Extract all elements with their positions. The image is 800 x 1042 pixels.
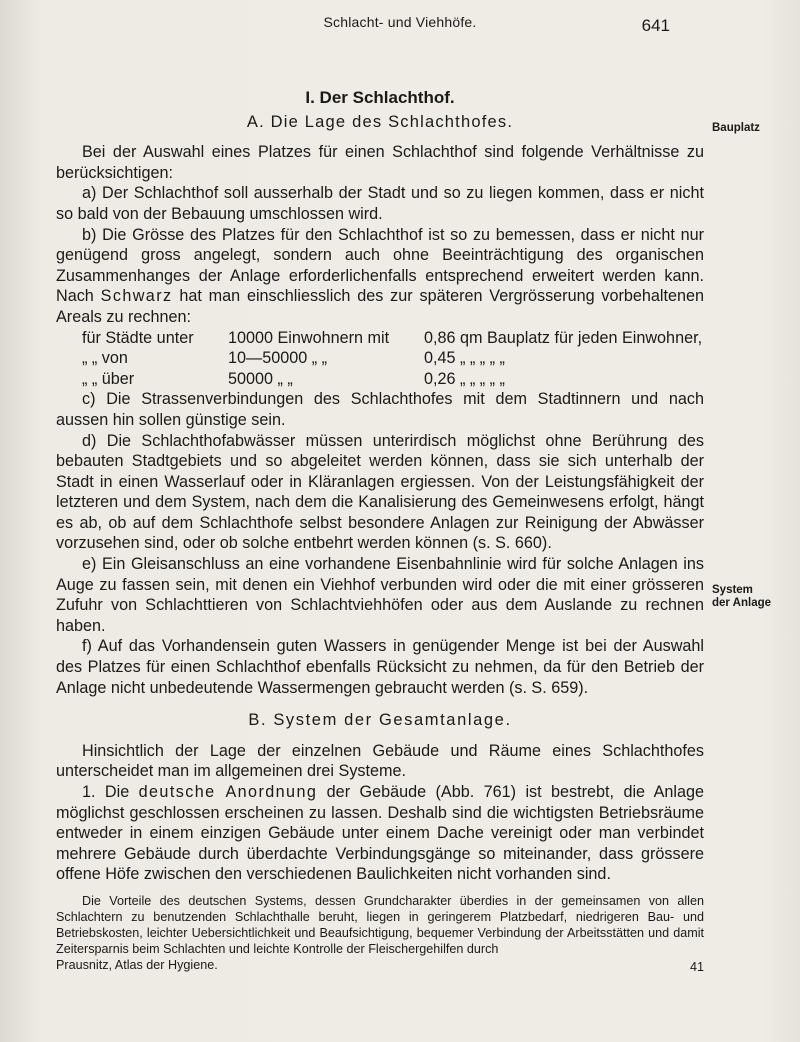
table-row [82, 328, 704, 349]
table-cell: „ „ von [82, 349, 128, 368]
table-cell: 10000 Einwohnern mit [228, 328, 390, 347]
area-table [82, 328, 704, 390]
table-cell: 10—50000 „ „ [228, 349, 327, 368]
table-cell: 0,45 „ „ „ „ „ [424, 349, 505, 368]
table-row [82, 369, 704, 390]
item-1-lead: 1. Die [82, 783, 139, 801]
subsection-b-title: B. System der Gesamtanlage. [248, 711, 512, 730]
table-cell: „ „ über [82, 369, 135, 388]
paragraph-item-1 [56, 782, 704, 885]
table-row [82, 348, 704, 369]
page-footer [56, 957, 704, 973]
margin-note-system [712, 584, 771, 609]
table-cell: 0,86 qm Bauplatz für jeden Einwohner, [424, 328, 703, 347]
paragraph-item-c: c) Die Strassenverbindungen des Schlachthofes mit dem Stadtinnern und nach aussen hin sollen günstige sein. [56, 390, 704, 429]
item-1-term: deutsche Anordnung [138, 783, 318, 801]
paragraph-item-f: f) Auf das Vorhandensein guten Wassers in genügender Menge ist bei der Auswahl des Platzes für einen Schlachthof ebenfalls Rücksicht zu nehmen, da für den Betrieb der Anlage nicht unbedeutende Wassermengen gebraucht werden (s. S. 659). [56, 637, 704, 697]
item-b-text-2: hat man einschliesslich des zur späteren Vergrösserung vorbehaltenen Areals zu rechnen: [56, 287, 704, 326]
section-title: I. Der Schlachthof. [305, 88, 455, 107]
margin-note-bauplatz: Bauplatz [712, 122, 760, 134]
page-number: 641 [641, 16, 670, 35]
body-text [56, 62, 704, 973]
paragraph-systems-intro: Hinsichtlich der Lage der einzelnen Gebäude und Räume eines Schlachthofes unterscheidet man im allgemeinen drei Systeme. [56, 741, 704, 781]
paragraph-item-b [56, 225, 704, 328]
paragraph-item-d: d) Die Schlachthofabwässer müssen unterirdisch möglichst ohne Berührung des bebauten Stadtgebiets und so abgeleitet werden können, dass sie sich unterhalb der Stadt in einen Wasserlauf oder in Kläranlagen ergiessen. Von der Leistungsfähigkeit der letzteren und dem System, nach dem die Kanalisierung des Gemeinwesens erfolgt, hängt es ab, ob auf dem Schlachthofe selbst besondere Anlagen zur Reinigung der Abwässer vorzusehen sind, oder ob solche entbehrt werden können (s. S. 660). [56, 431, 704, 553]
paragraph-intro: Bei der Auswahl eines Platzes für einen Schlachthof sind folgende Verhältnisse zu berücksichtigen: [56, 143, 704, 182]
margin-note-system-line2: der Anlage [712, 596, 772, 609]
footer-sheet-number: 41 [689, 960, 704, 975]
subsection-a-title: A. Die Lage des Schlachthofes. [246, 112, 514, 131]
item-b-text-1: b) Die Grösse des Platzes für den Schlachthof ist so zu bemessen, dass er nicht nur genügend gross angelegt, sondern auch ohne Beeinträchtigung des organischen Zusammenhanges der Anlage erforderlichenfalls entsprechend erweitert werden kann. Nach [56, 225, 704, 306]
footer-source: Prausnitz, Atlas der Hygiene. [56, 958, 218, 973]
small-print-paragraph: Die Vorteile des deutschen Systems, dessen Grundcharakter überdies in der gemeinsamen von allen Schlachtern zu benutzenden Schlachthalle beruht, liegen in geringerem Platzbedarf, niedrigeren Bau- und Betriebskosten, leichter Uebersichtlichkeit und Beaufsichtigung, bequemer Verbindung der Arbeitsstätten und damit Zeitersparnis beim Schlachten und leichte Kontrolle der Fleischergehilfen durch [56, 893, 704, 957]
margin-note-system-line1: System [712, 584, 753, 596]
item-b-author: Schwarz [100, 287, 173, 306]
paragraph-item-e: e) Ein Gleisanschluss an eine vorhandene Eisenbahnlinie wird für solche Anlagen ins Auge zu fassen sein, mit denen ein Viehhof verbunden wird oder die mit einer grösseren Zufuhr von Schlachttieren von Schlachtviehhöfen oder aus dem Auslande zu rechnen haben. [56, 555, 704, 635]
item-1-rest: der Gebäude (Abb. 761) ist bestrebt, die Anlage möglichst geschlossen erscheinen zu lassen. Deshalb sind die wichtigsten Betriebsräume entweder in einem einzigen Gebäude unter einem Dache vereinigt oder man verbindet mehrere Gebäude durch überdachte Verbindungsgänge so miteinander, dass grössere offene Höfe zwischen den verschiedenen Baulichkeiten nicht vorhanden sind. [56, 783, 704, 884]
running-title: Schlacht- und Viehhöfe. [323, 14, 477, 30]
table-cell: 0,26 „ „ „ „ „ [424, 369, 505, 388]
paragraph-item-a: a) Der Schlachthof soll ausserhalb der Stadt und so zu liegen kommen, dass er nicht so bald von der Bebauung umschlossen wird. [56, 184, 704, 223]
page-header [0, 12, 800, 42]
table-cell: 50000 „ „ [228, 369, 293, 388]
table-cell: für Städte unter [82, 328, 194, 347]
